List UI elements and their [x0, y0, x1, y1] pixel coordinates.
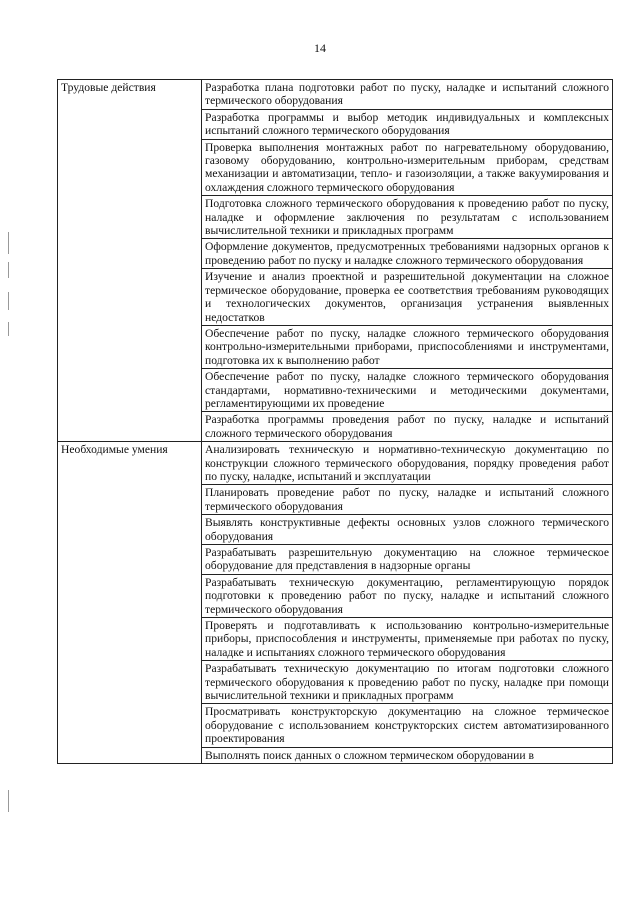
- requirement-cell: Обеспечение работ по пуску, наладке сложного термического оборудования контрольно-измерительными приборами, приспособлениями и инструментами, подготовка их к выполнению работ: [202, 325, 613, 368]
- requirement-cell: Планировать проведение работ по пуску, наладке и испытаний сложного термического оборудования: [202, 485, 613, 515]
- left-margin-mark: [8, 322, 9, 336]
- requirement-cell: Выполнять поиск данных о сложном термическом оборудовании в: [202, 747, 613, 763]
- left-margin-mark: [8, 790, 9, 812]
- requirement-cell: Оформление документов, предусмотренных требованиями надзорных органов к проведению работ по пуску и наладке сложного термического оборудования: [202, 239, 613, 269]
- requirement-cell: Анализировать техническую и нормативно-техническую документацию по конструкции сложного термического оборудования, порядку проведения работ по пуску, наладке, испытаний и эксплуатации: [202, 442, 613, 485]
- requirement-cell: Разрабатывать техническую документацию, регламентирующую порядок подготовки к проведению работ по пуску, наладке и испытаний сложного термического оборудования: [202, 574, 613, 617]
- requirement-cell: Разрабатывать разрешительную документацию на сложное термическое оборудование для представления в надзорные органы: [202, 545, 613, 575]
- left-margin-mark: [8, 232, 9, 254]
- competency-table: [57, 79, 613, 764]
- requirement-cell: Изучение и анализ проектной и разрешительной документации на сложное термическое оборудование, проверка ее соответствия требованиям руководящих и технологических документов, организация устранения выявленных недостатков: [202, 269, 613, 326]
- requirement-cell: Обеспечение работ по пуску, наладке сложного термического оборудования стандартами, нормативно-техническими и методическими документами, регламентирующими их проведение: [202, 369, 613, 412]
- requirement-cell: Разрабатывать техническую документацию по итогам подготовки сложного термического оборудования к проведению работ по пуску, наладке при помощи вычислительной техники и прикладных программ: [202, 661, 613, 704]
- table-row: [58, 442, 613, 485]
- requirement-cell: Выявлять конструктивные дефекты основных узлов сложного термического оборудования: [202, 515, 613, 545]
- requirement-cell: Просматривать конструкторскую документацию на сложное термическое оборудование с использованием конструкторских систем автоматизированного проектирования: [202, 704, 613, 747]
- table-body: [58, 80, 613, 764]
- requirement-cell: Разработка программы проведения работ по пуску, наладке и испытаний сложного термического оборудования: [202, 412, 613, 442]
- requirement-cell: Разработка программы и выбор методик индивидуальных и комплексных испытаний сложного термического оборудования: [202, 109, 613, 139]
- requirement-cell: Подготовка сложного термического оборудования к проведению работ по пуску, наладке и оформление заключения по результатам с использованием вычислительной техники и прикладных программ: [202, 196, 613, 239]
- section-label: Трудовые действия: [58, 80, 202, 442]
- table-row: [58, 80, 613, 110]
- requirement-cell: Разработка плана подготовки работ по пуску, наладке и испытаний сложного термического оборудования: [202, 80, 613, 110]
- page-number: 14: [314, 41, 326, 55]
- requirement-cell: Проверка выполнения монтажных работ по нагревательному оборудованию, газовому оборудованию, контрольно-измерительным приборам, средствам механизации и автоматизации, тепло- и газоизоляции, а также вакуумирования и охлаждения сложного термического оборудования: [202, 139, 613, 196]
- left-margin-mark: [8, 292, 9, 310]
- section-label: Необходимые умения: [58, 442, 202, 764]
- requirement-cell: Проверять и подготавливать к использованию контрольно-измерительные приборы, приспособления и инструменты, применяемые при работах по пуску, наладке и испытаниях сложного термического оборудования: [202, 618, 613, 661]
- left-margin-mark: [8, 262, 9, 278]
